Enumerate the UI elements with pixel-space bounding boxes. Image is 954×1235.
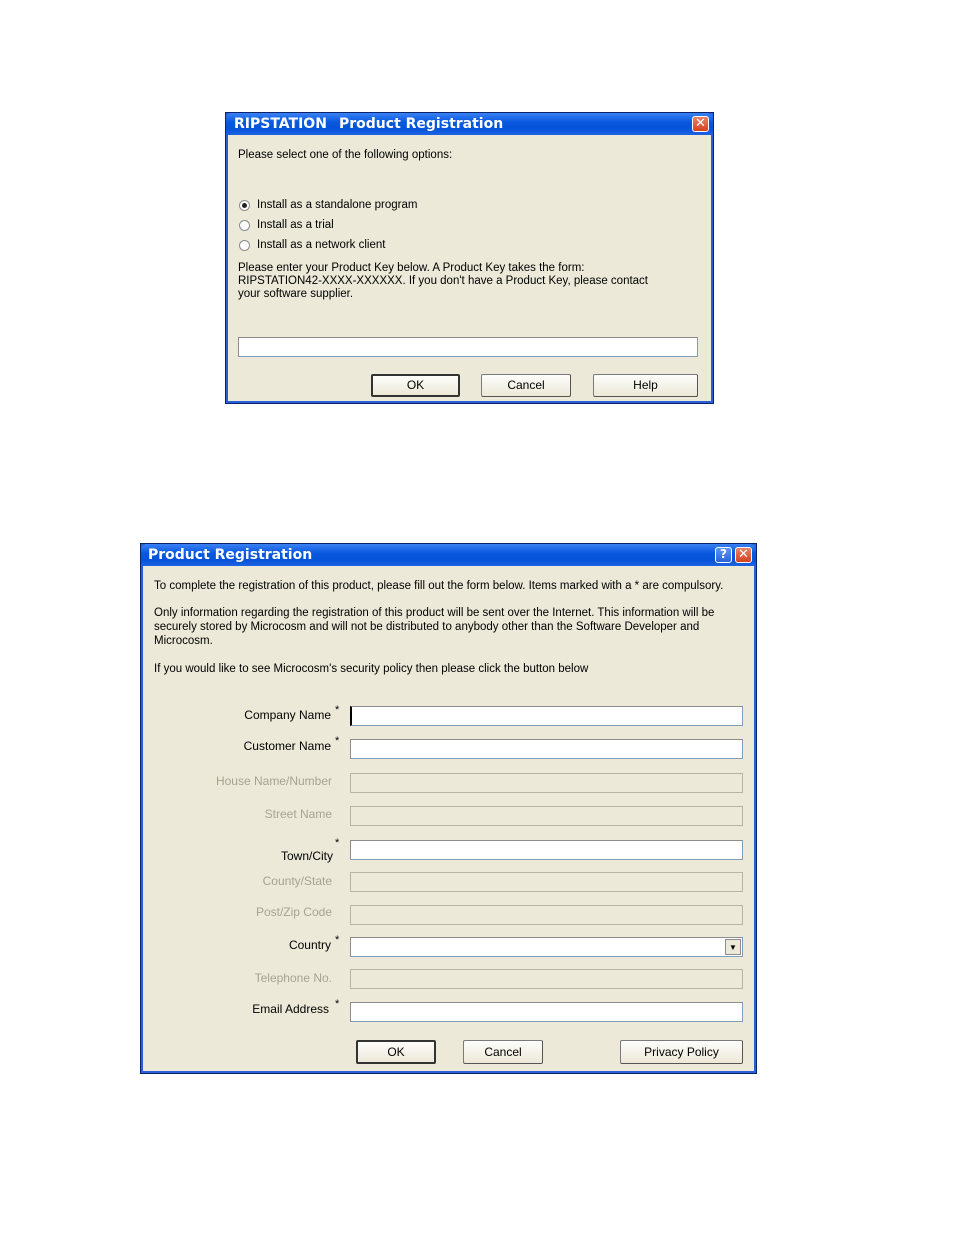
product-key-input[interactable] <box>238 337 698 357</box>
required-mark: * <box>335 837 340 849</box>
privacy-notice-line3: Microcosm. <box>154 635 213 647</box>
intro-text: To complete the registration of this product, please fill out the form below. Items marked with a * are compulsory. <box>154 580 724 592</box>
required-mark: * <box>335 704 340 716</box>
county-state-input <box>350 872 743 892</box>
app-name: RIPSTATION <box>234 116 327 132</box>
title-bar[interactable] <box>226 113 713 135</box>
email-address-label: Email Address <box>252 1002 329 1016</box>
house-number-input <box>350 773 743 793</box>
product-registration-form-dialog <box>140 543 757 1074</box>
option-label: Install as a network client <box>257 239 386 251</box>
customer-name-label: Customer Name <box>243 739 331 753</box>
privacy-policy-button[interactable]: Privacy Policy <box>620 1040 743 1064</box>
product-key-help-line1: Please enter your Product Key below. A Product Key takes the form: <box>238 262 585 274</box>
option-label: Install as a standalone program <box>257 199 418 211</box>
ok-button[interactable]: OK <box>356 1040 436 1064</box>
option-label: Install as a trial <box>257 219 334 231</box>
customer-name-input[interactable] <box>350 739 743 759</box>
product-key-help-line2: RIPSTATION42-XXXX-XXXXXX. If you don't have a Product Key, please contact <box>238 275 649 287</box>
telephone-label: Telephone No. <box>254 971 332 985</box>
option-network-client[interactable] <box>239 239 385 251</box>
house-number-label: House Name/Number <box>215 774 332 788</box>
instruction-text: Please select one of the following options: <box>238 149 453 161</box>
radio-icon[interactable] <box>239 240 250 251</box>
postcode-label: Post/Zip Code <box>255 905 332 919</box>
help-icon[interactable]: ? <box>715 547 732 563</box>
required-mark: * <box>335 998 340 1010</box>
ripstation-registration-dialog <box>225 112 714 404</box>
company-name-label: Company Name <box>244 708 331 722</box>
postcode-input <box>350 905 743 925</box>
title-bar[interactable] <box>141 544 756 566</box>
dialog-title: Product Registration <box>339 116 504 132</box>
street-name-input <box>350 806 743 826</box>
county-state-label: County/State <box>262 874 332 888</box>
product-key-help-line3: your software supplier. <box>238 288 354 300</box>
radio-selected-icon[interactable] <box>239 200 250 211</box>
email-address-input[interactable] <box>350 1002 743 1022</box>
company-name-input[interactable] <box>350 706 743 726</box>
town-city-input[interactable] <box>350 840 743 860</box>
option-trial[interactable] <box>239 219 334 231</box>
help-button[interactable]: Help <box>593 374 698 397</box>
town-city-label: Town/City <box>280 849 333 863</box>
privacy-notice-line2: securely stored by Microcosm and will not be distributed to anybody other than the Software Developer and <box>154 621 700 633</box>
privacy-notice-line1: Only information regarding the registration of this product will be sent over the Internet. This information will be <box>154 607 715 619</box>
close-icon[interactable]: ✕ <box>692 116 709 132</box>
street-name-label: Street Name <box>264 807 332 821</box>
radio-icon[interactable] <box>239 220 250 231</box>
country-label: Country <box>288 938 331 952</box>
close-icon[interactable]: ✕ <box>735 547 752 563</box>
country-select[interactable] <box>350 937 743 957</box>
telephone-input <box>350 969 743 989</box>
option-standalone[interactable] <box>239 199 417 211</box>
cancel-button[interactable]: Cancel <box>463 1040 543 1064</box>
chevron-down-icon[interactable]: ▼ <box>725 939 741 955</box>
required-mark: * <box>335 735 340 747</box>
security-policy-text: If you would like to see Microcosm's security policy then please click the button below <box>154 663 589 675</box>
dialog-title: Product Registration <box>148 547 313 563</box>
cancel-button[interactable]: Cancel <box>481 374 571 397</box>
required-mark: * <box>335 934 340 946</box>
ok-button[interactable]: OK <box>371 374 460 397</box>
